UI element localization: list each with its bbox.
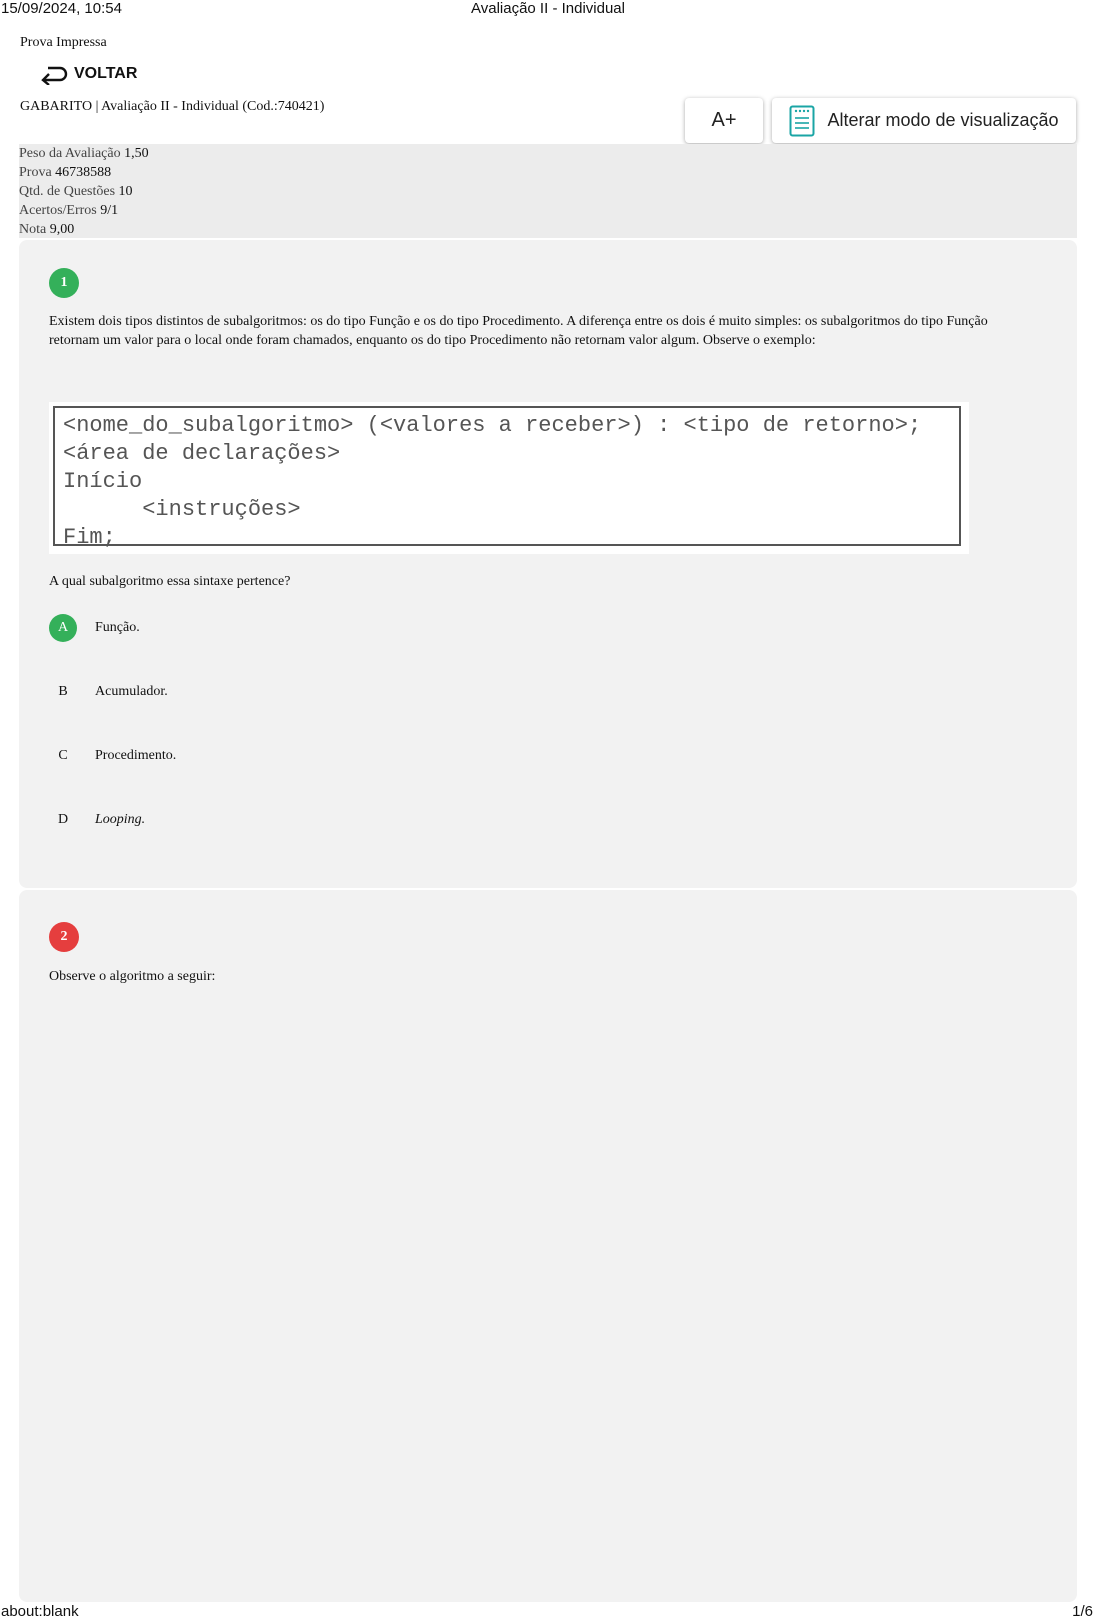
summary-label: Nota xyxy=(19,222,47,237)
summary-row xyxy=(19,163,1077,182)
code-line: Fim; xyxy=(63,525,116,550)
print-page-number: 1/6 xyxy=(1072,1603,1093,1620)
voltar-button[interactable] xyxy=(40,63,137,85)
summary-label: Prova xyxy=(19,165,52,180)
question-number-correct: 1 xyxy=(49,268,79,298)
print-header xyxy=(0,0,1096,16)
question-card xyxy=(19,890,1077,1602)
option-letter: B xyxy=(58,684,68,699)
summary-label: Qtd. de Questões xyxy=(19,184,116,199)
option-letter-selected: A xyxy=(49,614,77,642)
question-text: Existem dois tipos distintos de subalgoritmos: os do tipo Função e os do tipo Procedimento. A diferença entre os dois é muito simples: os subalgoritmos do tipo Função retornam um valor para o local onde foram chamados, enquanto os do tipo Procedimento não retornam valor algum. Observe o exemplo: xyxy=(49,314,988,348)
print-date: 15/09/2024, 10:54 xyxy=(1,0,122,17)
summary-value: 1,50 xyxy=(124,146,149,161)
voltar-label: VOLTAR xyxy=(74,65,138,82)
prova-impressa-label: Prova Impressa xyxy=(20,35,107,50)
option-letter: D xyxy=(57,812,69,827)
answer-option-a[interactable] xyxy=(49,614,949,642)
code-line: Início xyxy=(63,469,143,494)
view-mode-label: Alterar modo de visualização xyxy=(827,110,1059,130)
option-text: Função. xyxy=(95,620,140,635)
code-block xyxy=(53,406,961,550)
answer-option-b[interactable] xyxy=(49,678,949,706)
print-title: Avaliação II - Individual xyxy=(471,0,625,17)
question-text: Observe o algoritmo a seguir: xyxy=(49,969,216,984)
option-text: Looping. xyxy=(95,812,146,827)
summary-row xyxy=(19,182,1077,201)
question-number-wrong: 2 xyxy=(49,922,79,952)
code-line: <área de declarações> xyxy=(63,441,341,466)
summary-row xyxy=(19,144,1077,163)
summary-value: 9,00 xyxy=(49,222,75,237)
code-line: <nome_do_subalgoritmo> (<valores a receber>) : <tipo de retorno>; xyxy=(63,413,922,438)
print-url: about:blank xyxy=(1,1603,79,1620)
code-example-image xyxy=(49,402,969,554)
increase-font-label: A+ xyxy=(711,109,737,131)
option-letter: C xyxy=(58,748,68,763)
view-mode-button[interactable] xyxy=(772,98,1076,143)
summary-row xyxy=(19,220,1077,239)
question-card xyxy=(19,240,1077,888)
question-prompt: A qual subalgoritmo essa sintaxe pertence? xyxy=(49,574,291,589)
summary-value: 9/1 xyxy=(100,203,119,218)
summary-label: Peso da Avaliação xyxy=(19,146,121,161)
option-text: Procedimento. xyxy=(95,748,177,763)
document-icon xyxy=(789,105,815,137)
summary-row xyxy=(19,201,1077,220)
exam-summary xyxy=(19,144,1077,238)
code-line: <instruções> xyxy=(63,497,301,522)
gabarito-title: GABARITO | Avaliação II - Individual (Cod.:740421) xyxy=(20,99,325,114)
summary-value: 10 xyxy=(118,184,133,199)
increase-font-button[interactable] xyxy=(685,98,763,143)
answer-option-c[interactable] xyxy=(49,742,949,770)
summary-label: Acertos/Erros xyxy=(19,203,97,218)
option-text: Acumulador. xyxy=(95,684,168,699)
answer-option-d[interactable] xyxy=(49,806,949,834)
summary-value: 46738588 xyxy=(55,165,112,180)
return-arrow-icon xyxy=(40,63,68,85)
